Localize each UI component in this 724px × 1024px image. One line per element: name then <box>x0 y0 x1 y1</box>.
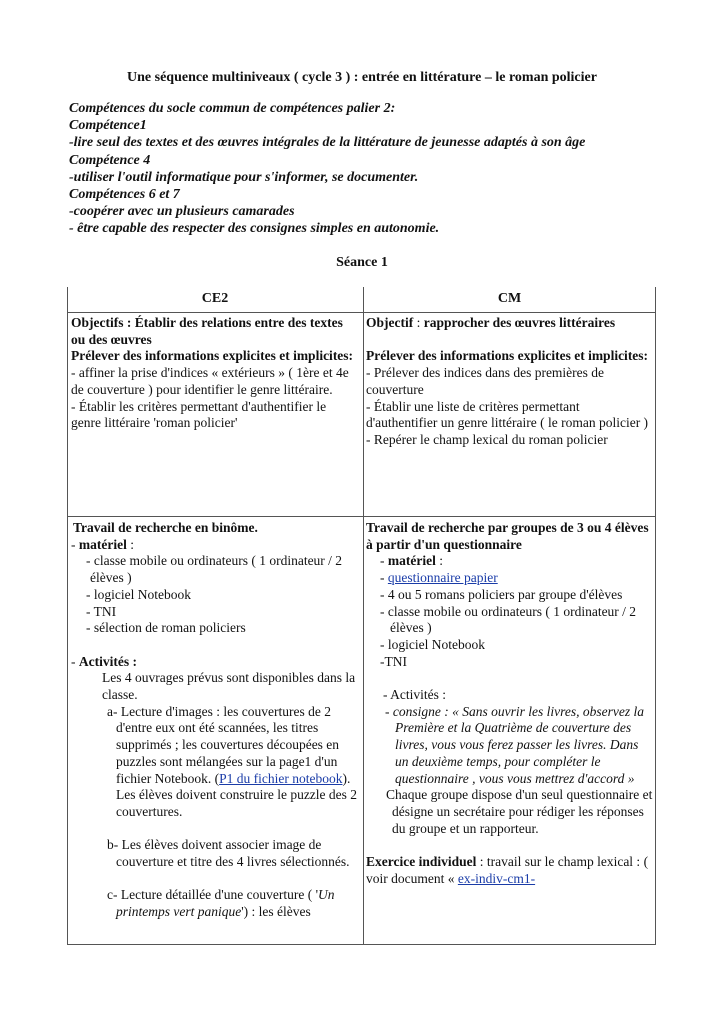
cm-link-prefix: - <box>380 570 388 586</box>
column-header-cm: CM <box>497 291 522 306</box>
ce2-objectif-item: - Établir les critères permettant d'authentifier le genre littéraire 'roman policier' <box>71 398 327 431</box>
cm-objectifs-subtitle: Prélever des informations explicites et implicites: <box>366 348 649 364</box>
cm-materiel-label: matériel <box>387 553 436 569</box>
competence-6-7-label: Compétences 6 et 7 <box>69 187 180 203</box>
table-border-middle <box>363 287 364 945</box>
table-border-right <box>655 287 656 945</box>
ce2-materiel-item: - classe mobile ou ordinateurs ( 1 ordinateur / 2 élèves ) <box>86 553 343 586</box>
cm-consigne: - consigne : « Sans ouvrir les livres, observez la Première et la Quatrième de couverture des livres, vous vous ferez passer les livres. Dans un deuxième temps, pour compléter le questionnaire , vous vous mettrez d'accord » <box>385 703 644 786</box>
ce2-materiel-item: - sélection de roman policiers <box>86 620 246 636</box>
ce2-activites-prefix: - <box>71 653 79 669</box>
ce2-materiel-item: - TNI <box>86 603 117 619</box>
cm-materiel-prefix: - <box>380 553 388 569</box>
competence-4-text: -utiliser l'outil informatique pour s'informer, se documenter. <box>69 169 419 185</box>
ce2-objectifs-title: Objectifs : Établir des relations entre des textes ou des œuvres <box>71 315 343 347</box>
competence-6-7-text-2: - être capable des respecter des consignes simples en autonomie. <box>69 221 440 237</box>
notebook-file-link[interactable]: P1 du fichier notebook <box>219 770 343 786</box>
page-title: Une séquence multiniveaux ( cycle 3 ) : entrée en littérature – le roman policier <box>127 70 597 85</box>
cm-exercice-label: Exercice individuel <box>366 854 477 870</box>
cm-materiel-item: - classe mobile ou ordinateurs ( 1 ordinateur / 2 élèves ) <box>380 603 637 636</box>
cm-activites-label: - Activités <box>383 687 439 703</box>
ce2-travail-cell <box>71 520 359 921</box>
ce2-materiel-prefix: - <box>71 536 79 552</box>
ce2-activites-label: Activités : <box>78 653 137 669</box>
table-border-left <box>67 287 68 945</box>
ce2-objectif-item: - affiner la prise d'indices « extérieurs » ( 1ère et 4e de couverture ) pour identifier le genre littéraire. <box>71 365 349 397</box>
table-border-bottom <box>67 944 656 945</box>
competences-heading: Compétences du socle commun de compétences palier 2: <box>69 101 396 116</box>
column-header-ce2: CE2 <box>201 291 229 306</box>
cm-objectif-sep: : <box>413 315 424 330</box>
cm-objectif-item: - Établir une liste de critères permettant d'authentifier un genre littéraire ( le roman policier ) <box>366 398 649 431</box>
ce2-activite-a-text: a- Lecture d'images : les couvertures de 2 d'entre eux ont été scannées, les titres supprimés ; les couvertures découpées en puzzles sont mélangées sur la page1 d'un fichier Notebook. ( <box>107 703 340 786</box>
competence-6-7-text-1: -coopérer avec un plusieurs camarades <box>69 204 295 220</box>
competence-4-label: Compétence 4 <box>69 152 151 168</box>
seance-table <box>67 287 656 945</box>
cm-materiel-suffix: : <box>435 553 443 569</box>
ce2-activite-a <box>71 704 359 821</box>
cm-objectif-item: - Repérer le champ lexical du roman policier <box>366 431 608 447</box>
cm-groupe-text: Chaque groupe dispose d'un seul questionnaire et désigne un secrétaire pour rédiger les réponses du groupe et un rapporteur. <box>386 787 653 836</box>
ce2-activite-b: b- Les élèves doivent associer image de couverture et titre des 4 livres sélectionnés. <box>107 837 350 870</box>
cm-objectifs-cell <box>366 315 654 449</box>
cm-materiel-item: - 4 ou 5 romans policiers par groupe d'élèves <box>380 586 623 602</box>
ce2-activite-c <box>71 887 359 920</box>
ce2-activites-intro: Les 4 ouvrages prévus sont disponibles dans la classe. <box>102 670 356 703</box>
cm-objectif-item: - Prélever des indices dans des premières de couverture <box>366 365 605 397</box>
table-row-divider <box>67 516 656 517</box>
cm-travail-title: Travail de recherche par groupes de 3 ou 4 élèves à partir d'un questionnaire <box>366 520 649 552</box>
ce2-activite-c-text: c- Lecture détaillée d'une couverture ( ' <box>107 887 318 903</box>
ce2-travail-title: Travail de recherche en binôme. <box>73 520 258 535</box>
exercice-document-link[interactable]: ex-indiv-cm1- <box>457 870 536 886</box>
seance-heading: Séance 1 <box>336 255 388 270</box>
ce2-activite-c-end: ') : les élèves <box>241 904 311 920</box>
ce2-objectifs-cell <box>71 315 359 432</box>
cm-exercice-text: : travail sur le champ lexical : ( voir document « <box>366 854 649 886</box>
ce2-activite-c-book-title: Un printemps vert panique <box>116 887 335 920</box>
ce2-materiel-suffix: : <box>126 536 134 552</box>
ce2-activite-a-end: ). Les élèves doivent construire le puzzle des 2 couvertures. <box>116 770 358 819</box>
table-header-divider <box>67 312 656 313</box>
questionnaire-papier-link[interactable]: questionnaire papier <box>387 570 498 586</box>
competences-block <box>69 100 689 238</box>
cm-activites-suffix: : <box>438 687 447 703</box>
cm-objectif-title: rapprocher des œuvres littéraires <box>423 315 616 330</box>
competence-1-label: Compétence1 <box>69 118 147 134</box>
cm-materiel-item: - logiciel Notebook <box>380 636 485 652</box>
cm-objectif-label: Objectif <box>366 315 414 330</box>
ce2-objectifs-subtitle: Prélever des informations explicites et implicites: <box>71 348 354 364</box>
cm-travail-cell <box>366 520 654 887</box>
cm-materiel-item: -TNI <box>380 653 407 669</box>
competence-1-text: -lire seul des textes et des œuvres intégrales de la littérature de jeunesse adaptés à son âge <box>69 135 586 151</box>
ce2-materiel-item: - logiciel Notebook <box>86 586 191 602</box>
ce2-materiel-label: matériel <box>78 536 127 552</box>
